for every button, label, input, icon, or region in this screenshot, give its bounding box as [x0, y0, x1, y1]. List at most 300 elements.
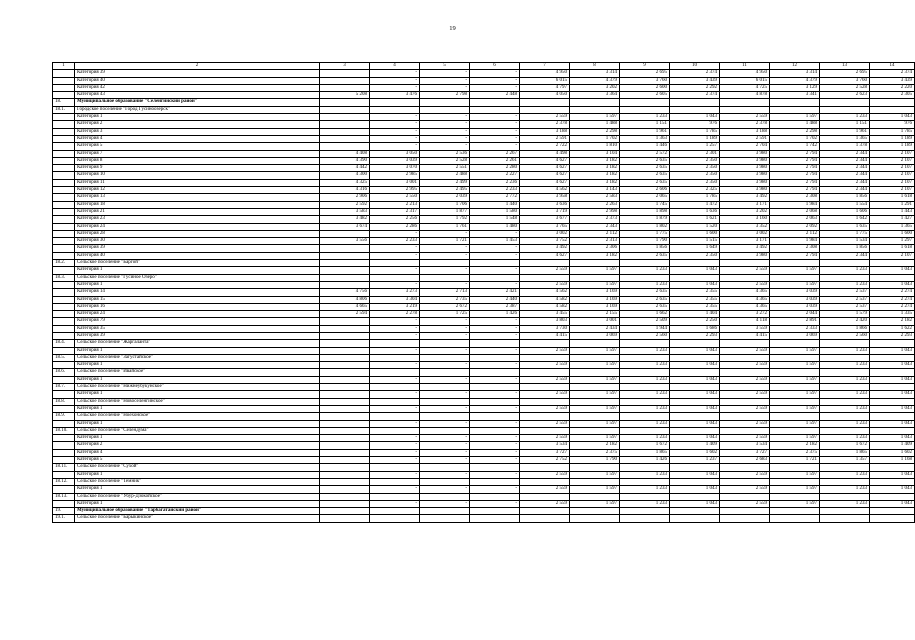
table-row: [53, 347, 915, 354]
value-cell: [420, 515, 470, 522]
row-name: Сельское поселение "Баргой": [75, 260, 320, 267]
value-cell: 3 202: [720, 208, 770, 215]
value-cell: [620, 398, 670, 405]
value-cell: [820, 398, 870, 405]
value-cell: 4 379: [570, 77, 620, 84]
value-cell: 2 906: [320, 194, 370, 201]
value-cell: 976: [670, 121, 720, 128]
value-cell: 1 742: [770, 143, 820, 150]
value-cell: 2 308: [770, 245, 820, 252]
row-number: [53, 245, 75, 252]
value-cell: -: [470, 245, 520, 252]
row-name: Сельское поселение "Убур-Дзокойское": [75, 493, 320, 500]
value-cell: 4 365: [720, 303, 770, 310]
value-cell: 2 039: [420, 194, 470, 201]
column-header: 7: [520, 63, 570, 70]
table-row: [53, 187, 915, 194]
value-cell: 3 069: [570, 332, 620, 339]
value-cell: [570, 493, 620, 500]
value-cell: 1 168: [870, 457, 915, 464]
value-cell: 2 559: [520, 405, 570, 412]
value-cell: [770, 508, 820, 515]
row-number: 18.11.: [53, 464, 75, 471]
value-cell: 2 559: [720, 347, 770, 354]
table-row: [53, 230, 915, 237]
value-cell: 2 695: [620, 70, 670, 77]
value-cell: [870, 478, 915, 485]
value-cell: 1 984: [770, 201, 820, 208]
row-name: Категория 39: [75, 70, 320, 77]
value-cell: 2 182: [570, 442, 620, 449]
value-cell: 2 559: [720, 500, 770, 507]
row-name: Категория 39: [75, 245, 320, 252]
value-cell: 1 043: [870, 420, 915, 427]
value-cell: [720, 340, 770, 347]
table-row: [53, 135, 915, 142]
value-cell: [620, 493, 670, 500]
row-number: [53, 135, 75, 142]
value-cell: 2 635: [620, 303, 670, 310]
row-name: Категория 24: [75, 311, 320, 318]
value-cell: 2 261: [470, 157, 520, 164]
value-cell: 3 455: [520, 311, 570, 318]
table-row: [53, 208, 915, 215]
section-row: [53, 354, 915, 361]
value-cell: [620, 384, 670, 391]
value-cell: -: [370, 457, 420, 464]
value-cell: -: [420, 442, 470, 449]
value-cell: [320, 464, 370, 471]
value-cell: 4 050: [520, 92, 570, 99]
table-row: [53, 172, 915, 179]
value-cell: 3 559: [720, 325, 770, 332]
value-cell: [820, 413, 870, 420]
value-cell: 1 409: [870, 442, 915, 449]
value-cell: -: [470, 230, 520, 237]
value-cell: [620, 99, 670, 106]
value-cell: -: [470, 332, 520, 339]
row-name: Категория 10: [75, 172, 320, 179]
value-cell: -: [370, 267, 420, 274]
row-number: [53, 70, 75, 77]
value-cell: -: [370, 332, 420, 339]
value-cell: 3 039: [770, 296, 820, 303]
value-cell: 1 043: [870, 281, 915, 288]
value-cell: [820, 340, 870, 347]
value-cell: [520, 369, 570, 376]
value-cell: 2 683: [720, 457, 770, 464]
value-cell: [420, 106, 470, 113]
value-cell: 3 534: [720, 442, 770, 449]
value-cell: -: [470, 143, 520, 150]
value-cell: 2 250: [670, 318, 720, 325]
table-row: [53, 325, 915, 332]
value-cell: -: [370, 347, 420, 354]
value-cell: 1 480: [470, 223, 520, 230]
value-cell: 2 274: [870, 296, 915, 303]
row-name: Категория 35: [75, 325, 320, 332]
row-name: Категория 16: [75, 303, 320, 310]
value-cell: 2 985: [370, 172, 420, 179]
value-cell: [520, 508, 570, 515]
value-cell: 3 492: [720, 194, 770, 201]
value-cell: [620, 508, 670, 515]
value-cell: 3 476: [370, 92, 420, 99]
value-cell: 2 559: [520, 500, 570, 507]
value-cell: 4 878: [720, 92, 770, 99]
value-cell: 3 188: [720, 128, 770, 135]
value-cell: 4 415: [720, 332, 770, 339]
value-cell: 6 015: [720, 77, 770, 84]
section-row: [53, 260, 915, 267]
value-cell: -: [470, 325, 520, 332]
value-cell: 2 559: [720, 391, 770, 398]
row-name: Категория 8: [75, 157, 320, 164]
row-number: [53, 223, 75, 230]
value-cell: 4 725: [720, 84, 770, 91]
value-cell: -: [370, 471, 420, 478]
value-cell: 2 343: [570, 223, 620, 230]
value-cell: [320, 332, 370, 339]
table-row: [53, 77, 915, 84]
value-cell: [470, 340, 520, 347]
value-cell: -: [420, 230, 470, 237]
value-cell: 1 365: [820, 135, 870, 142]
value-cell: 3 980: [720, 187, 770, 194]
value-cell: [820, 354, 870, 361]
row-name: Категория 12: [75, 187, 320, 194]
value-cell: [420, 427, 470, 434]
value-cell: [320, 99, 370, 106]
value-cell: 3 169: [570, 296, 620, 303]
column-header: 9: [620, 63, 670, 70]
value-cell: 1 043: [870, 435, 915, 442]
value-cell: 1 189: [870, 135, 915, 142]
value-cell: 1 440: [470, 201, 520, 208]
value-cell: 2 112: [570, 230, 620, 237]
value-cell: -: [420, 128, 470, 135]
tariff-table: [52, 62, 915, 523]
value-cell: [770, 369, 820, 376]
value-cell: 1 443: [870, 208, 915, 215]
value-cell: 2 672: [420, 303, 470, 310]
value-cell: 2 772: [470, 194, 520, 201]
value-cell: [420, 478, 470, 485]
value-cell: 2 635: [620, 289, 670, 296]
value-cell: 4 408: [320, 150, 370, 157]
row-name: Категория 39: [75, 332, 320, 339]
value-cell: 2 559: [520, 347, 570, 354]
value-cell: [620, 369, 670, 376]
value-cell: [420, 384, 470, 391]
value-cell: 1 189: [670, 135, 720, 142]
value-cell: [470, 106, 520, 113]
table-row: [53, 201, 915, 208]
value-cell: 2 704: [720, 143, 770, 150]
value-cell: 1 856: [820, 245, 870, 252]
column-header: 2: [75, 63, 320, 70]
value-cell: [470, 464, 520, 471]
value-cell: -: [420, 449, 470, 456]
row-name: Категория 15: [75, 296, 320, 303]
value-cell: 3 980: [720, 252, 770, 259]
value-cell: [520, 493, 570, 500]
value-cell: 2 550: [370, 194, 420, 201]
value-cell: 3 677: [520, 216, 570, 223]
value-cell: 2 344: [820, 252, 870, 259]
value-cell: 1 233: [620, 114, 670, 121]
value-cell: 2 559: [720, 114, 770, 121]
table-row: [53, 457, 915, 464]
value-cell: 2 387: [470, 303, 520, 310]
row-number: 18.1.: [53, 106, 75, 113]
value-cell: [320, 442, 370, 449]
value-cell: -: [420, 143, 470, 150]
row-number: [53, 296, 75, 303]
value-cell: [320, 114, 370, 121]
value-cell: 2 434: [570, 325, 620, 332]
value-cell: [720, 413, 770, 420]
value-cell: 2 344: [820, 187, 870, 194]
value-cell: -: [470, 362, 520, 369]
value-cell: 4 498: [520, 150, 570, 157]
row-number: [53, 157, 75, 164]
value-cell: [820, 515, 870, 522]
table-row: [53, 289, 915, 296]
value-cell: 1 043: [670, 471, 720, 478]
value-cell: 1 597: [770, 420, 820, 427]
value-cell: 4 627: [520, 172, 570, 179]
value-cell: 1 043: [670, 486, 720, 493]
value-cell: [520, 464, 570, 471]
value-cell: 1 597: [570, 391, 620, 398]
value-cell: 1 597: [570, 420, 620, 427]
value-cell: 1 378: [820, 143, 870, 150]
value-cell: -: [420, 114, 470, 121]
value-cell: [320, 500, 370, 507]
value-cell: 1 706: [420, 201, 470, 208]
value-cell: [670, 354, 720, 361]
value-cell: 2 068: [770, 208, 820, 215]
value-cell: 2 635: [620, 172, 670, 179]
row-name: Категория 28: [75, 230, 320, 237]
value-cell: 2 220: [870, 84, 915, 91]
value-cell: [870, 384, 915, 391]
value-cell: 1 233: [820, 347, 870, 354]
value-cell: 2 182: [770, 442, 820, 449]
value-cell: 1 602: [670, 449, 720, 456]
value-cell: 2 798: [420, 92, 470, 99]
value-cell: 2 373: [570, 216, 620, 223]
value-cell: [320, 471, 370, 478]
value-cell: 1 984: [770, 238, 820, 245]
row-name: Сельское поселение "Жаргаланта": [75, 340, 320, 347]
value-cell: 3 160: [720, 216, 770, 223]
value-cell: 1 233: [820, 267, 870, 274]
value-cell: 2 600: [620, 84, 670, 91]
row-number: [53, 121, 75, 128]
value-cell: 1 597: [770, 376, 820, 383]
row-number: [53, 311, 75, 318]
value-cell: -: [370, 420, 420, 427]
value-cell: 2 995: [370, 187, 420, 194]
value-cell: 2 537: [820, 289, 870, 296]
value-cell: [320, 70, 370, 77]
value-cell: 1 597: [570, 405, 620, 412]
value-cell: 1 649: [670, 245, 720, 252]
value-cell: 1 233: [620, 420, 670, 427]
value-cell: [720, 515, 770, 522]
value-cell: 1 335: [870, 311, 915, 318]
value-cell: 4 118: [720, 318, 770, 325]
value-cell: 2 509: [620, 318, 670, 325]
value-cell: -: [420, 391, 470, 398]
value-cell: 1 721: [420, 238, 470, 245]
row-name: Сельское поселение "Новоселенгинское": [75, 398, 320, 405]
value-cell: -: [370, 84, 420, 91]
value-cell: -: [470, 376, 520, 383]
value-cell: -: [420, 405, 470, 412]
value-cell: [570, 398, 620, 405]
row-name: Городское поселение "Город Гусиноозерск": [75, 106, 320, 113]
value-cell: 1 621: [670, 216, 720, 223]
value-cell: 1 961: [620, 128, 670, 135]
value-cell: [320, 274, 370, 281]
value-cell: [570, 508, 620, 515]
value-cell: [670, 493, 720, 500]
value-cell: [370, 464, 420, 471]
value-cell: [620, 515, 670, 522]
value-cell: 2 305: [870, 92, 915, 99]
value-cell: [720, 274, 770, 281]
value-cell: 2 891: [770, 318, 820, 325]
row-number: [53, 449, 75, 456]
value-cell: [520, 515, 570, 522]
value-cell: 2 374: [670, 70, 720, 77]
value-cell: 2 278: [370, 311, 420, 318]
value-cell: [320, 230, 370, 237]
value-cell: [370, 384, 420, 391]
value-cell: 3 760: [820, 77, 870, 84]
row-name: Категория 3: [75, 128, 320, 135]
value-cell: 1 618: [870, 194, 915, 201]
value-cell: 1 043: [870, 471, 915, 478]
value-cell: 3 273: [370, 289, 420, 296]
value-cell: 3 727: [720, 449, 770, 456]
table-row: [53, 245, 915, 252]
row-name: Категория 42: [75, 84, 320, 91]
value-cell: 1 597: [770, 347, 820, 354]
row-name: Категория 1: [75, 500, 320, 507]
value-cell: 2 998: [570, 208, 620, 215]
value-cell: -: [370, 486, 420, 493]
value-cell: 1 043: [670, 435, 720, 442]
value-cell: [570, 427, 620, 434]
value-cell: [820, 260, 870, 267]
value-cell: 3 129: [770, 84, 820, 91]
value-cell: 1 597: [770, 500, 820, 507]
value-cell: 4 627: [520, 252, 570, 259]
table-row: [53, 267, 915, 274]
value-cell: 3 730: [520, 325, 570, 332]
value-cell: [520, 274, 570, 281]
value-cell: 2 378: [520, 121, 570, 128]
value-cell: [570, 384, 620, 391]
value-cell: [770, 493, 820, 500]
value-cell: [670, 106, 720, 113]
value-cell: 1 257: [670, 143, 720, 150]
value-cell: 1 785: [670, 128, 720, 135]
value-cell: 1 043: [670, 376, 720, 383]
value-cell: 2 559: [720, 435, 770, 442]
table-header-row: [53, 63, 915, 70]
value-cell: 4 950: [720, 70, 770, 77]
value-cell: 4 665: [320, 303, 370, 310]
section-row: [53, 508, 915, 515]
table-row: [53, 84, 915, 91]
value-cell: 2 313: [570, 238, 620, 245]
value-cell: 1 810: [570, 143, 620, 150]
value-cell: 3 980: [720, 165, 770, 172]
table-row: [53, 405, 915, 412]
value-cell: -: [470, 121, 520, 128]
row-number: [53, 77, 75, 84]
value-cell: 1 618: [870, 245, 915, 252]
value-cell: [320, 106, 370, 113]
value-cell: -: [470, 449, 520, 456]
value-cell: 1 233: [620, 435, 670, 442]
row-name: Категория 24: [75, 223, 320, 230]
table-row: [53, 332, 915, 339]
value-cell: 3 069: [770, 332, 820, 339]
value-cell: 2 155: [570, 311, 620, 318]
value-cell: -: [370, 318, 420, 325]
row-number: 18.12.: [53, 478, 75, 485]
value-cell: 1 043: [870, 376, 915, 383]
value-cell: 1 233: [820, 420, 870, 427]
value-cell: 1 961: [820, 128, 870, 135]
value-cell: 2 301: [670, 150, 720, 157]
value-cell: 1 721: [770, 457, 820, 464]
value-cell: 3 182: [570, 165, 620, 172]
value-cell: 3 492: [520, 245, 570, 252]
value-cell: [320, 486, 370, 493]
value-cell: 3 171: [720, 238, 770, 245]
value-cell: [320, 325, 370, 332]
value-cell: 3 980: [720, 179, 770, 186]
value-cell: 1 745: [620, 201, 670, 208]
value-cell: [820, 369, 870, 376]
row-name: Категория 1: [75, 281, 320, 288]
table-row: [53, 179, 915, 186]
value-cell: -: [420, 376, 470, 383]
value-cell: 2 044: [770, 311, 820, 318]
value-cell: 4 756: [320, 289, 370, 296]
value-cell: [620, 427, 670, 434]
value-cell: 1 043: [870, 114, 915, 121]
value-cell: 1 597: [770, 391, 820, 398]
value-cell: -: [470, 471, 520, 478]
table-row: [53, 143, 915, 150]
value-cell: [520, 384, 570, 391]
value-cell: -: [420, 245, 470, 252]
value-cell: 2 635: [620, 165, 670, 172]
value-cell: [520, 106, 570, 113]
value-cell: 1 856: [620, 245, 670, 252]
value-cell: 4 627: [520, 157, 570, 164]
value-cell: -: [470, 486, 520, 493]
table-row: [53, 238, 915, 245]
